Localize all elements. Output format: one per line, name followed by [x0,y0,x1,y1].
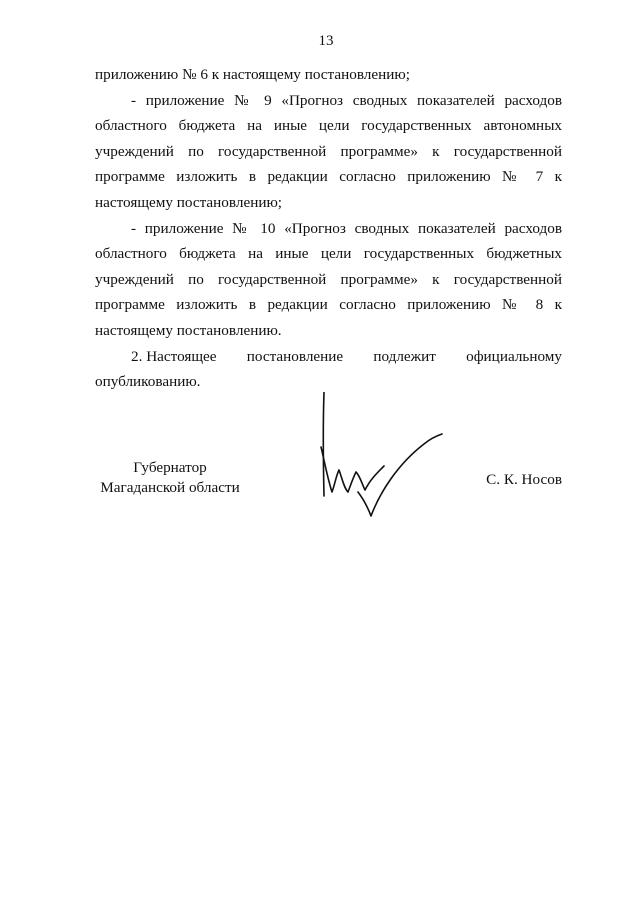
paragraph-publication-first-line [131,344,562,370]
signatory-name: С. К. Носов [486,471,562,488]
signatory-title-line-1: Губернатор [133,459,207,476]
signatory-title [95,458,245,498]
publication-word-4: официальному [466,347,562,365]
handwritten-signature [318,392,450,518]
paragraph-continuation: приложению № 6 к настоящему постановлению; [95,66,410,83]
publication-word-3: подлежит [373,347,436,365]
publication-word-1: 2. Настоящее [131,347,217,365]
paragraph-publication-last-line: опубликованию. [95,373,201,391]
paragraph-item-10: - приложение № 10 «Прогноз сводных показателей расходов областного бюджета на иные цели государственных бюджетных учреждений по государственной программе» к государственной программе изложить в редакции согласно приложению № 8 к настоящему постановлению. [95,219,562,339]
page-number: 13 [318,33,334,49]
paragraph-item-9: - приложение № 9 «Прогноз сводных показателей расходов областного бюджета на иные цели государственных автономных учреждений по государственной программе» к государственной программе изложить в редакции согласно приложению № 7 к настоящему постановлению; [95,91,562,211]
document-body [95,62,562,395]
publication-word-2: постановление [246,347,344,365]
signatory-title-line-2: Магаданской области [100,479,240,496]
